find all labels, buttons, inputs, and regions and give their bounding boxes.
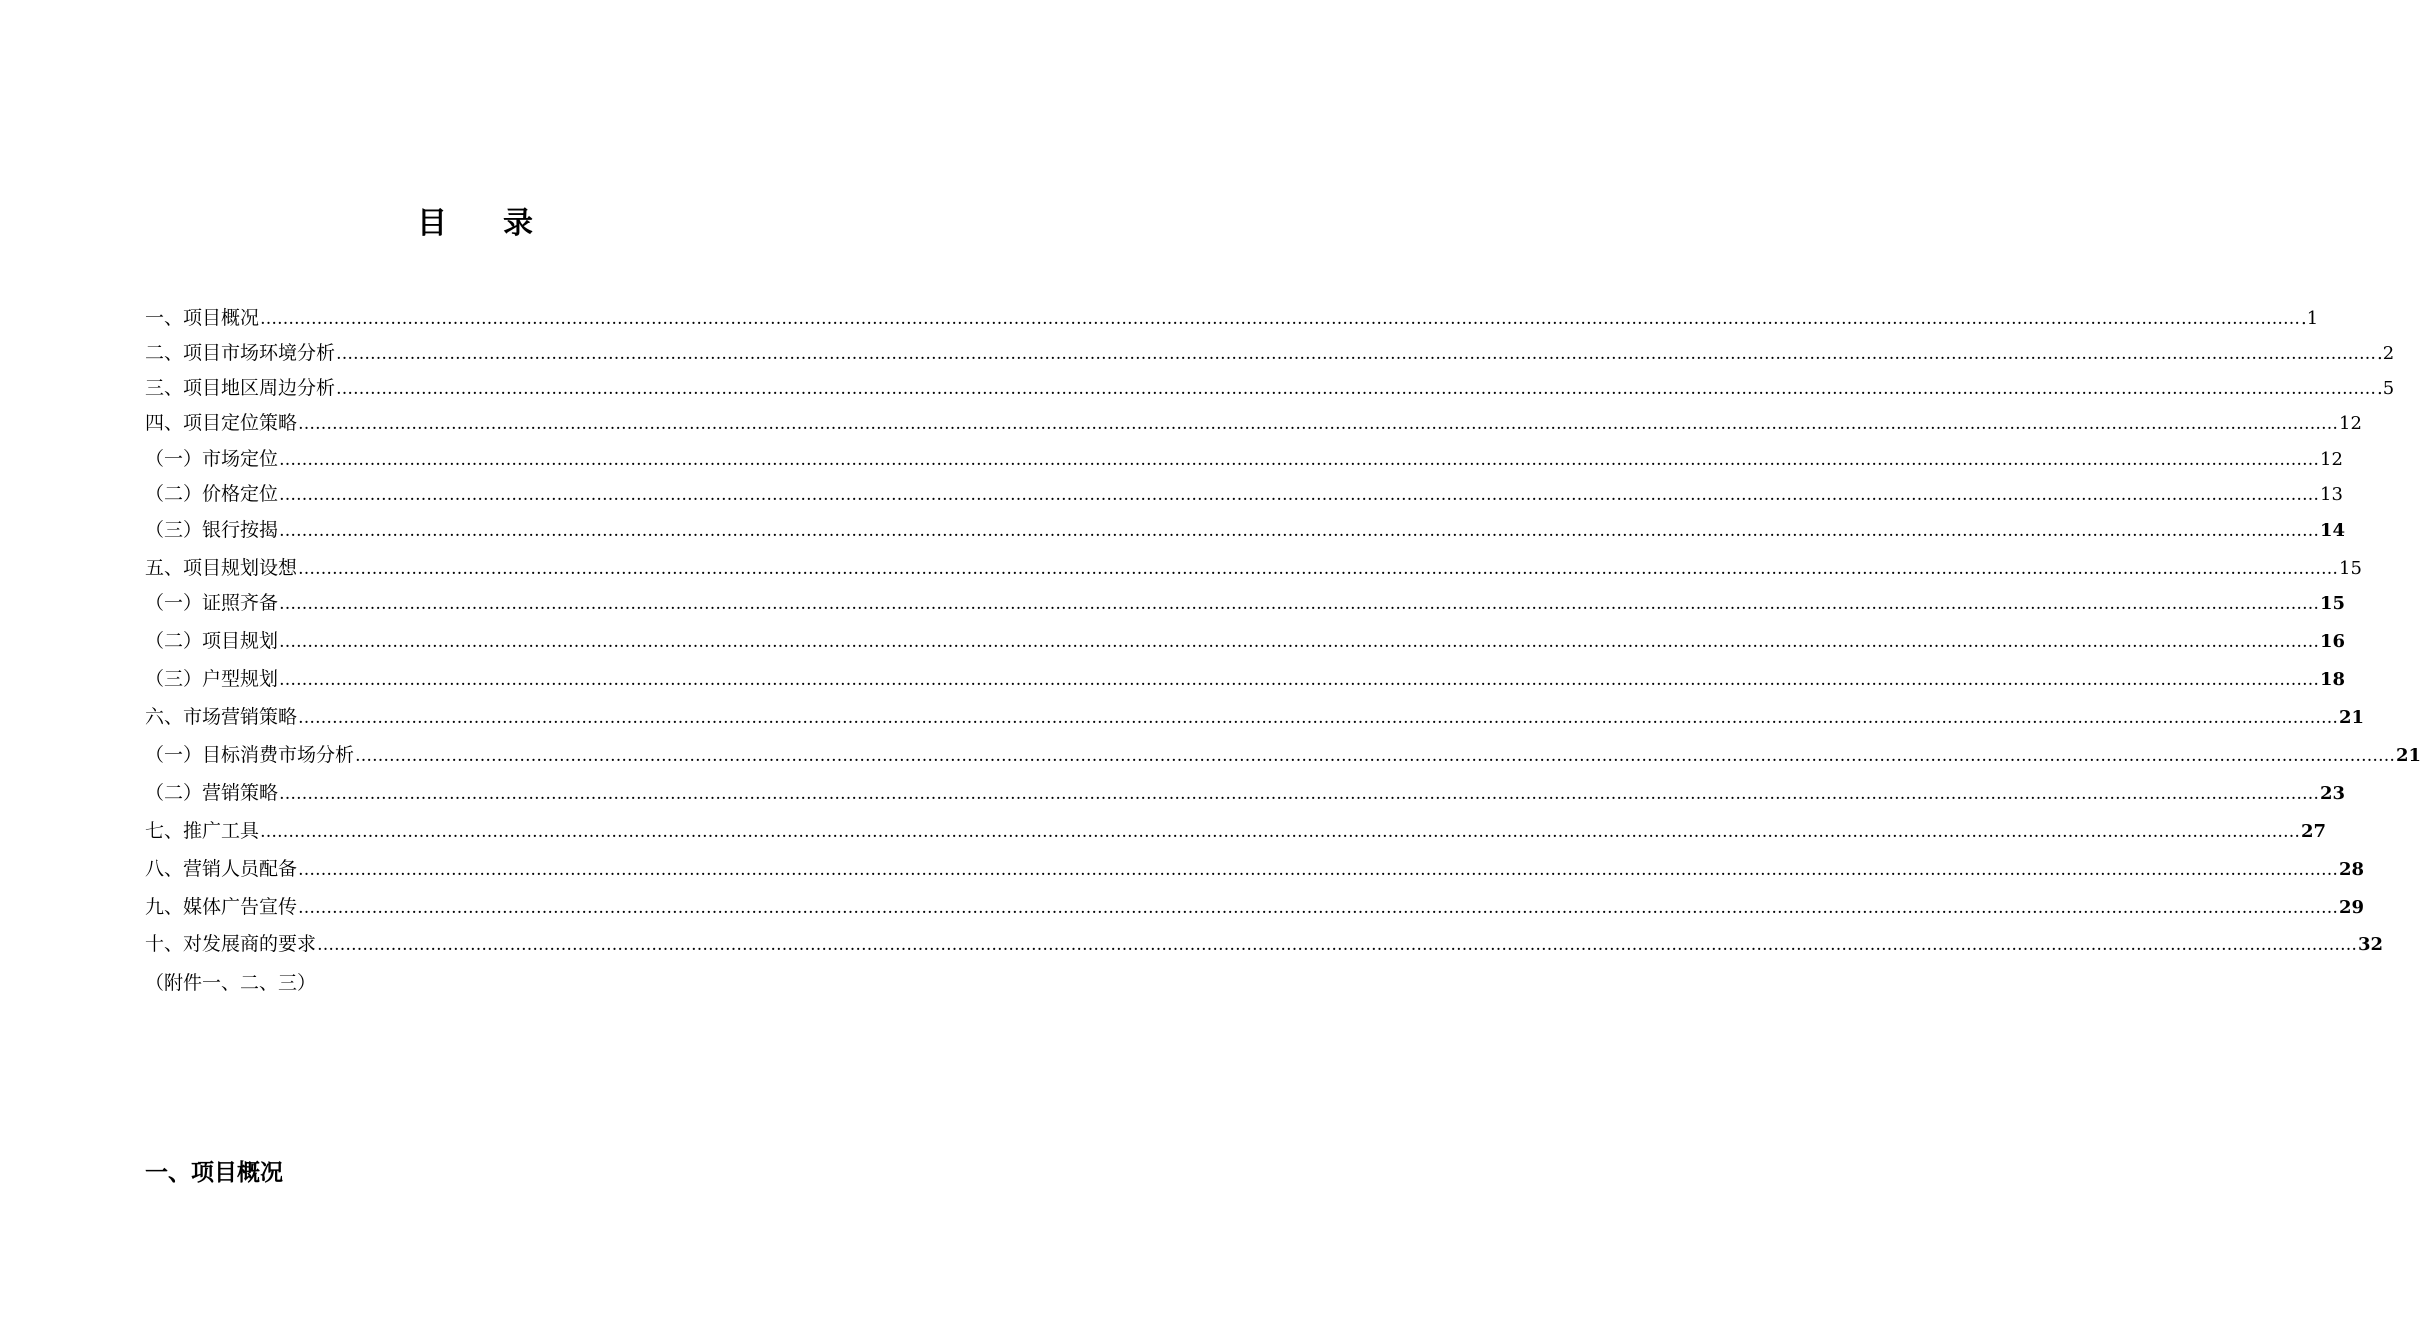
toc-dot-leader: ……………………………………………………………………………………………………………………………………………………………………………………………………………………………………………………………………………………………………………………………… [317, 935, 2358, 955]
toc-entry[interactable] [145, 444, 2343, 474]
toc-entry-page-number: 18 [2320, 669, 2346, 690]
section-heading: 一、项目概况 [145, 1160, 283, 1186]
toc-entry-label: （三）户型规划 [145, 668, 279, 690]
toc-entry-page-number: 27 [2301, 821, 2327, 842]
toc-entry-label: （三）银行按揭 [145, 519, 279, 541]
toc-dot-leader: ……………………………………………………………………………………………………………………………………………………………………………………………………………………………………………………………………………………………………………………………… [298, 559, 2339, 579]
toc-dot-leader: ……………………………………………………………………………………………………………………………………………………………………………………………………………………………………………………………………………………………………………………………… [279, 632, 2320, 652]
toc-entry-page-number: 29 [2339, 897, 2365, 918]
toc-entry-page-number: 12 [2339, 413, 2362, 434]
toc-entry-label: 四、项目定位策略 [145, 412, 298, 434]
toc-entry-page-number: 21 [2339, 707, 2365, 728]
toc-dot-leader: ……………………………………………………………………………………………………………………………………………………………………………………………………………………………………………………………………………………………………………………………… [279, 485, 2320, 505]
toc-entry[interactable] [145, 303, 2319, 333]
toc-dot-leader: ……………………………………………………………………………………………………………………………………………………………………………………………………………………………………………………………………………………………………………………………… [279, 784, 2320, 804]
toc-dot-leader: ……………………………………………………………………………………………………………………………………………………………………………………………………………………………………………………………………………………………………………………………… [260, 822, 2301, 842]
toc-entry[interactable] [145, 408, 2362, 438]
toc-entry[interactable] [145, 778, 2346, 808]
toc-entry-label: 二、项目市场环境分析 [145, 342, 336, 364]
toc-entry-label: 七、推广工具 [145, 820, 260, 842]
toc-entry[interactable] [145, 338, 2395, 368]
toc-entry-page-number: 16 [2320, 631, 2346, 652]
toc-entry-label: 八、营销人员配备 [145, 858, 298, 880]
toc-entry-label: （一）目标消费市场分析 [145, 744, 355, 766]
toc-entry-label: （二）项目规划 [145, 630, 279, 652]
toc-entry-page-number: 32 [2358, 934, 2384, 955]
toc-entry-page-number: 15 [2339, 558, 2362, 579]
toc-entry[interactable] [145, 588, 2346, 618]
toc-entry-page-number: .5 [2377, 378, 2395, 399]
toc-entry[interactable] [145, 892, 2365, 922]
toc-dot-leader: ……………………………………………………………………………………………………………………………………………………………………………………………………………………………………………………………………………………………………………………………… [279, 594, 2320, 614]
toc-entry-page-number: 12 [2320, 449, 2343, 470]
toc-entry-label: 九、媒体广告宣传 [145, 896, 298, 918]
toc-entry-label: （一）市场定位 [145, 448, 279, 470]
toc-entry[interactable] [145, 929, 2384, 959]
toc-entry-page-number: .2 [2377, 343, 2395, 364]
toc-entry[interactable] [145, 626, 2346, 656]
toc-entry-label: （一）证照齐备 [145, 592, 279, 614]
toc-entry[interactable] [145, 664, 2346, 694]
toc-entry-page-number: 13 [2320, 484, 2343, 505]
toc-entry[interactable] [145, 479, 2343, 509]
toc-entry[interactable] [145, 854, 2365, 884]
toc-entry-label: 一、项目概况 [145, 307, 260, 329]
toc-entry-label: 三、项目地区周边分析 [145, 377, 336, 399]
toc-title: 目录 [417, 206, 589, 241]
toc-entry-page-number: .1 [2301, 308, 2319, 329]
toc-entry[interactable] [145, 702, 2365, 732]
toc-entry[interactable] [145, 553, 2362, 583]
toc-entry-page-number: 21 [2396, 745, 2421, 766]
toc-entry[interactable] [145, 740, 2421, 770]
toc-dot-leader: ……………………………………………………………………………………………………………………………………………………………………………………………………………………………………………………………………………………………………………………………… [355, 746, 2396, 766]
toc-entry-page-number: 14 [2320, 520, 2346, 541]
appendix-note: （附件一、二、三） [145, 972, 317, 994]
toc-entry-label: 六、市场营销策略 [145, 706, 298, 728]
toc-entry-page-number: 28 [2339, 859, 2365, 880]
toc-entry-label: 十、对发展商的要求 [145, 933, 317, 955]
toc-dot-leader: ……………………………………………………………………………………………………………………………………………………………………………………………………………………………………………………………………………………………………………………………… [279, 450, 2320, 470]
toc-dot-leader: ……………………………………………………………………………………………………………………………………………………………………………………………………………………………………………………………………………………………………………………………… [260, 309, 2301, 329]
toc-entry-label: （二）价格定位 [145, 483, 279, 505]
toc-dot-leader: ……………………………………………………………………………………………………………………………………………………………………………………………………………………………………………………………………………………………………………………………… [298, 414, 2339, 434]
toc-entry[interactable] [145, 373, 2395, 403]
toc-entry-page-number: 15 [2320, 593, 2346, 614]
toc-dot-leader: ……………………………………………………………………………………………………………………………………………………………………………………………………………………………………………………………………………………………………………………………… [336, 379, 2377, 399]
toc-entry-page-number: 23 [2320, 783, 2346, 804]
toc-dot-leader: ……………………………………………………………………………………………………………………………………………………………………………………………………………………………………………………………………………………………………………………………… [298, 708, 2339, 728]
toc-dot-leader: ……………………………………………………………………………………………………………………………………………………………………………………………………………………………………………………………………………………………………………………………… [298, 898, 2339, 918]
toc-entry[interactable] [145, 816, 2327, 846]
toc-entry-label: 五、项目规划设想 [145, 557, 298, 579]
toc-dot-leader: ……………………………………………………………………………………………………………………………………………………………………………………………………………………………………………………………………………………………………………………………… [279, 521, 2320, 541]
toc-dot-leader: ……………………………………………………………………………………………………………………………………………………………………………………………………………………………………………………………………………………………………………………………… [279, 670, 2320, 690]
toc-entry-label: （二）营销策略 [145, 782, 279, 804]
toc-dot-leader: ……………………………………………………………………………………………………………………………………………………………………………………………………………………………………………………………………………………………………………………………… [298, 860, 2339, 880]
toc-dot-leader: ……………………………………………………………………………………………………………………………………………………………………………………………………………………………………………………………………………………………………………………………… [336, 344, 2377, 364]
toc-entry[interactable] [145, 515, 2346, 545]
